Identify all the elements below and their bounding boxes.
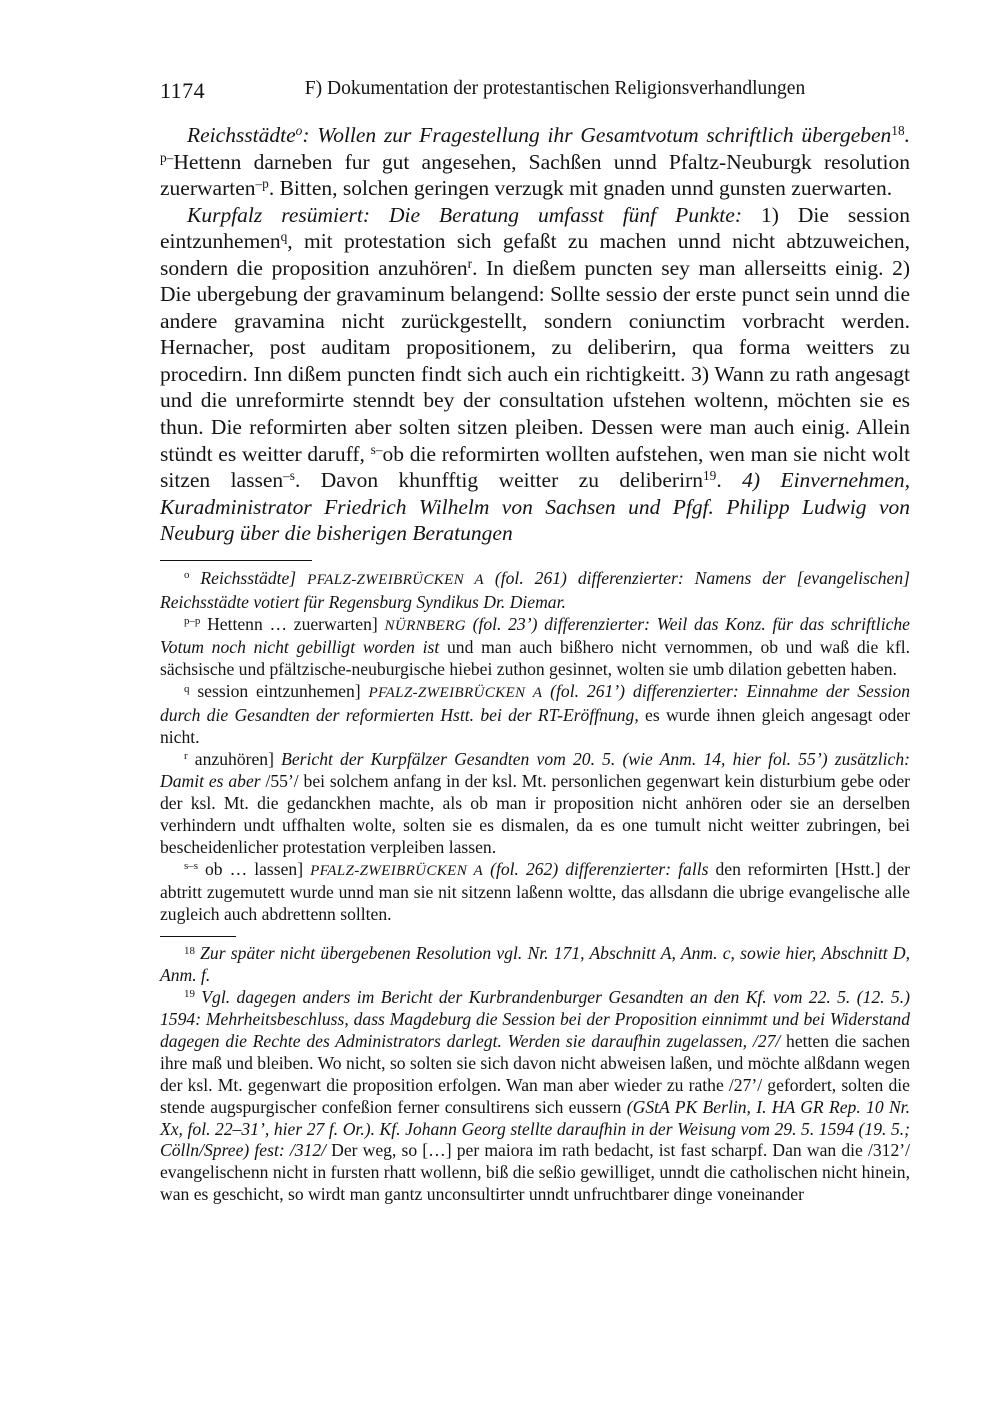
apparatus-note-p: $^{p-p}$ Hettenn … zuerwarten] NÜRNBERG (fol. 23’) differenzierter: Weil das Konz. für das schriftliche Votum noch nicht gebilligt worden ist und man auch bißhero nicht vernommen, ob und waß die kfl. sächsische und pfältzische-neuburgische hiebei zuthon gesinnet, wolten sie umb dilation gebetten haben. — [160, 613, 910, 680]
paragraph: Kurpfalz resümiert: Die Beratung umfasst fünf Punkte: 1) Die session eintzunhemen$^q$, mit protestation sich gefaßt zu machen unnd nicht abtzuweichen, sondern die proposition anzuhören$^r$. In dießem puncten sey man allerseitts einig. 2) Die ubergebung der gravaminum belangend: Sollte sessio der erste punct sein unnd die andere gravamina nicht zurückgestellt, sondern coniunctim vorbracht werden. Hernacher, post auditam propositionem, zu deliberirn, qua forma weitters zu procedirn. Inn dißem puncten findt sich auch ein richtigkeitt. 3) Wann zu rath angesagt und die unreformirte stenndt bey der consultation ufstehen woltenn, möchten sie es thun. Die reformirten aber solten sitzen pleiben. Dessen were man auch einig. Allein stündt es weitter daruff, $^{s-}$ob die reformirten wollten aufstehen, wen man sie nicht wolt sitzen lassen$^{-s}$. Davon khunfftig weitter zu deliberirn$^{19}$. 4) Einvernehmen, Kuradministrator Friedrich Wilhelm von Sachsen und Pfgf. Philipp Ludwig von Neuburg über die bisherigen Beratungen — [160, 202, 910, 546]
numbered-footnotes — [160, 943, 910, 1206]
apparatus-separator-rule — [160, 560, 312, 561]
page-number: 1174 — [160, 78, 206, 103]
footnote-19: $^{19}$ Vgl. dagegen anders im Bericht der Kurbrandenburger Gesandten an den Kf. vom 22. 5. (12. 5.) 1594: Mehrheitsbeschluss, dass Magdeburg die Session bei der Proposition einnimmt und bei Widerstand dagegen die Rechte des Administrators darlegt. Werden sie daraufhin zugelassen, /27/ hetten die sachen ihre maß und bleiben. Wo nicht, so solten sie sich davon nicht abweisen laßen, und möchte alßdann wegen der ksl. Mt. gegenwart die proposition erfolgen. Wan man aber wieder zu rathe /27’/ gefordert, solten die stende augspurgischer confeßion ferner consultirens sich eussern (GStA PK Berlin, I. HA GR Rep. 10 Nr. Xx, fol. 22–31’, hier 27 f. Or.). Kf. Johann Georg stellte daraufhin in der Weisung vom 29. 5. 1594 (19. 5.; Cölln/Spree) fest: /312/ Der weg, so […] per maiora im rath bedacht, ist fast scharpf. Dan wan die /312’/ evangelischenn nicht in fursten rhatt wollenn, biß die seßio gewilliget, unndt die catholischen nicht hinein, wan es geschicht, so wirdt man gantz unconsultirter unndt unfruchtbarer dinge voneinander — [160, 987, 910, 1205]
running-header — [160, 78, 910, 108]
footnote-separator-rule — [160, 936, 236, 937]
apparatus-note-q: $^q$ session eintzunhemen] PFALZ-ZWEIBRÜCKEN A (fol. 261’) differenzierter: Einnahme der Session durch die Gesandten der reformierten Hstt. bei der RT-Eröffnung, es wurde ihnen gleich angesagt oder nicht. — [160, 681, 910, 748]
running-title: F) Dokumentation der protestantischen Religionsverhandlungen — [304, 78, 806, 99]
paragraph: Reichsstädte$^o$: Wollen zur Fragestellung ihr Gesamtvotum schriftlich übergeben$^{18}$. $^{p-}$Hettenn darneben fur gut angesehen, Sachßen unnd Pfaltz-Neuburgk resolution zuerwarten$^{-p}$. Bitten, solchen geringen verzugk mit gnaden unnd gunsten zuerwarten. — [160, 123, 910, 201]
apparatus-letter-notes — [160, 568, 910, 927]
apparatus-note-o: $^o$ Reichsstädte] PFALZ-ZWEIBRÜCKEN A (fol. 261) differenzierter: Namens der [evangelischen] Reichsstädte votiert für Regensburg Syndikus Dr. Diemar. — [160, 567, 910, 612]
apparatus-note-r: $^r$ anzuhören] Bericht der Kurpfälzer Gesandten vom 20. 5. (wie Anm. 14, hier fol. 55’) zusätzlich: Damit es aber /55’/ bei solchem anfang in der ksl. Mt. personlichen gegenwart kein disturbium gebe oder der ksl. Mt. die gedanckhen machte, als ob man ir proposition nicht anhören oder sie an derselben verhindern undt uffhalten wolte, solten sie es dismalen, da es one tumult nicht weitter zubringen, bei bescheidenlicher protestation verpleiben lassen. — [160, 749, 910, 857]
footnote-18: $^{18}$ Zur später nicht übergebenen Resolution vgl. Nr. 171, Abschnitt A, Anm. c, sowie hier, Abschnitt D, Anm. f. — [160, 943, 910, 986]
apparatus-note-s: $^{s-s}$ ob … lassen] PFALZ-ZWEIBRÜCKEN A (fol. 262) differenzierter: falls den reformirten [Hstt.] der abtritt zugemutett wurde unnd man sie nit sitzenn laßenn woltte, das allsdann die ubrige evangelische alle zugleich auch abdrettenn sollten. — [160, 858, 910, 925]
main-text — [160, 122, 910, 547]
